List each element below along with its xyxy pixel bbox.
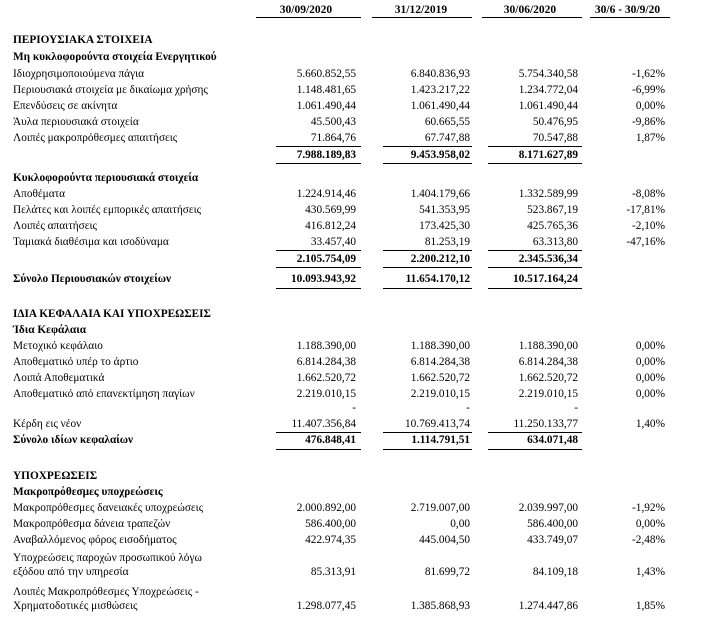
cell-30-06-2020: 50.476,95 bbox=[532, 116, 578, 128]
subtotal-30-06-2020: 2.345.536,34 bbox=[518, 253, 578, 265]
subsection-title-current-assets: Κυκλοφορούντα περιουσιακά στοιχεία bbox=[13, 172, 199, 184]
subtotal-underline bbox=[383, 163, 472, 164]
subtotal-underline bbox=[488, 267, 582, 268]
subtotal-line bbox=[276, 432, 361, 433]
cell-30-06-2020: 1.234.772,04 bbox=[518, 84, 578, 96]
subtotal-line bbox=[488, 250, 582, 251]
column-header-30-06-2020: 30/06/2020 bbox=[503, 4, 557, 16]
cell-30-09-2020: 71.864,76 bbox=[310, 132, 356, 144]
cell-change: 0,00% bbox=[635, 372, 665, 384]
row-label: Υποχρεώσεις παροχών προσωπικού λόγω bbox=[13, 552, 202, 564]
cell-31-12-2019: 2.719.007,00 bbox=[410, 502, 470, 514]
total-underline bbox=[276, 288, 361, 289]
cell-30-09-2020: 422.974,35 bbox=[305, 534, 356, 546]
row-label: Ταμιακά διαθέσιμα και ισοδύναμα bbox=[13, 236, 169, 248]
total-underline bbox=[383, 288, 472, 289]
subtotal-30-06-2020: 8.171.627,89 bbox=[518, 149, 578, 161]
cell-30-06-2020: 586.400,00 bbox=[527, 518, 578, 530]
cell-change: 1,40% bbox=[635, 418, 665, 430]
row-label: Λοιπές μακροπρόθεσμες απαιτήσεις bbox=[13, 132, 178, 144]
cell-30-06-2020: 2.219.010,15 bbox=[518, 388, 578, 400]
subtotal-underline bbox=[383, 267, 472, 268]
subtotal-underline bbox=[488, 163, 582, 164]
cell-change: 1,43% bbox=[635, 566, 665, 578]
header-underline bbox=[482, 17, 582, 18]
cell-31-12-2019: 1.188.390,00 bbox=[410, 340, 470, 352]
cell-change: 1,85% bbox=[635, 600, 665, 612]
row-label-line2: εξόδου από την υπηρεσία bbox=[13, 566, 129, 578]
cell-30-06-2020: 84.109,18 bbox=[532, 566, 578, 578]
subtotal-line bbox=[383, 250, 472, 251]
cell-31-12-2019: 6.814.284,38 bbox=[410, 356, 470, 368]
cell-30-06-2020: 63.313,80 bbox=[532, 236, 578, 248]
cell-change: -1,92% bbox=[632, 502, 665, 514]
total-assets-label: Σύνολο Περιουσιακών στοιχείων bbox=[13, 273, 172, 285]
total-underline bbox=[383, 449, 472, 450]
cell-change: -1,62% bbox=[632, 68, 665, 80]
total-underline bbox=[488, 288, 582, 289]
cell-change: -8,08% bbox=[632, 188, 665, 200]
cell-31-12-2019: 445.004,50 bbox=[419, 534, 470, 546]
cell-30-06-2020: 523.867,19 bbox=[527, 204, 578, 216]
cell-change: -47,16% bbox=[626, 236, 665, 248]
subtotal-31-12-2019: 2.200.212,10 bbox=[410, 253, 470, 265]
subsection-title-longterm-liabilities: Μακροπρόθεσμες υποχρεώσεις bbox=[13, 486, 163, 498]
section-title-equity-liabilities: ΙΔΙΑ ΚΕΦΑΛΑΙΑ ΚΑΙ ΥΠΟΧΡΕΩΣΕΙΣ bbox=[13, 308, 211, 320]
total-30-06-2020: 10.517.164,24 bbox=[513, 273, 578, 285]
column-header-30-09-2020: 30/09/2020 bbox=[279, 4, 333, 16]
column-header-31-12-2019: 31/12/2019 bbox=[394, 4, 448, 16]
cell-30-06-2020: 5.754.340,58 bbox=[518, 68, 578, 80]
cell-31-12-2019: 81.253,19 bbox=[424, 236, 470, 248]
cell-change: 0,00% bbox=[635, 356, 665, 368]
cell-31-12-2019: 2.219.010,15 bbox=[410, 388, 470, 400]
cell-30-09-2020: 1.298.077,45 bbox=[296, 600, 356, 612]
row-label: Αποθεματικό υπέρ το άρτιο bbox=[13, 356, 139, 368]
dash-30-06-2020: - bbox=[574, 402, 578, 414]
cell-31-12-2019: 1.385.868,93 bbox=[410, 600, 470, 612]
total-30-09-2020: 10.093.943,92 bbox=[291, 273, 356, 285]
cell-change: 1,87% bbox=[635, 132, 665, 144]
cell-change: 0,00% bbox=[635, 518, 665, 530]
subsection-title-noncurrent-assets: Μη κυκλοφορούντα στοιχεία Ενεργητικού bbox=[13, 51, 217, 63]
cell-30-09-2020: 1.224.914,46 bbox=[296, 188, 356, 200]
cell-change: -17,81% bbox=[626, 204, 665, 216]
cell-30-09-2020: 5.660.852,55 bbox=[296, 68, 356, 80]
cell-31-12-2019: 1.662.520,72 bbox=[410, 372, 470, 384]
cell-30-06-2020: 2.039.997,00 bbox=[518, 502, 578, 514]
cell-30-06-2020: 6.814.284,38 bbox=[518, 356, 578, 368]
column-header-change: 30/6 - 30/9/20 bbox=[594, 4, 661, 16]
row-label: Λοιπές Μακροπρόθεσμες Υποχρεώσεις - bbox=[13, 586, 199, 598]
header-underline bbox=[372, 17, 472, 18]
cell-30-09-2020: 2.219.010,15 bbox=[296, 388, 356, 400]
total-underline bbox=[488, 449, 582, 450]
subtotal-underline bbox=[276, 163, 361, 164]
cell-30-06-2020: 1.662.520,72 bbox=[518, 372, 578, 384]
cell-30-09-2020: 430.569,99 bbox=[305, 204, 356, 216]
row-label: Επενδύσεις σε ακίνητα bbox=[13, 100, 118, 112]
cell-30-09-2020: 1.662.520,72 bbox=[296, 372, 356, 384]
cell-31-12-2019: 1.404.179,66 bbox=[410, 188, 470, 200]
cell-30-06-2020: 11.250.133,77 bbox=[513, 418, 578, 430]
row-label: Λοιπά Αποθεματικά bbox=[13, 372, 105, 384]
cell-30-06-2020: 425.765,36 bbox=[527, 220, 578, 232]
subtotal-line bbox=[276, 250, 361, 251]
subtotal-line bbox=[488, 146, 582, 147]
section-title-liabilities: ΥΠΟΧΡΕΩΣΕΙΣ bbox=[13, 470, 98, 482]
cell-31-12-2019: 1.061.490,44 bbox=[410, 100, 470, 112]
row-label: Μακροπρόθεσμες δανειακές υποχρεώσεις bbox=[13, 502, 204, 514]
row-label: Αποθεματικό από επανεκτίμηση παγίων bbox=[13, 388, 195, 400]
header-underline bbox=[590, 17, 670, 18]
cell-30-06-2020: 1.332.589,99 bbox=[518, 188, 578, 200]
row-label: Πελάτες και λοιπές εμπορικές απαιτήσεις bbox=[13, 204, 202, 216]
row-label-line2: Χρηματοδοτικές μισθώσεις bbox=[13, 600, 138, 612]
cell-31-12-2019: 67.747,88 bbox=[424, 132, 470, 144]
cell-change: -2,48% bbox=[632, 534, 665, 546]
cell-30-09-2020: 2.000.892,00 bbox=[296, 502, 356, 514]
cell-change: 0,00% bbox=[635, 100, 665, 112]
total-equity-label: Σύνολο ιδίων κεφαλαίων bbox=[13, 434, 134, 446]
cell-30-09-2020: 45.500,43 bbox=[310, 116, 356, 128]
subtotal-30-09-2020: 2.105.754,09 bbox=[296, 253, 356, 265]
total-underline bbox=[276, 449, 361, 450]
subtotal-line bbox=[383, 146, 472, 147]
subtotal-line bbox=[488, 432, 582, 433]
dash-31-12-2019: - bbox=[466, 402, 470, 414]
cell-30-09-2020: 1.148.481,65 bbox=[296, 84, 356, 96]
cell-change: -2,10% bbox=[632, 220, 665, 232]
row-label: Άυλα περιουσιακά στοιχεία bbox=[13, 116, 139, 128]
cell-30-09-2020: 11.407.356,84 bbox=[291, 418, 356, 430]
cell-31-12-2019: 173.425,30 bbox=[419, 220, 470, 232]
total-31-12-2019: 1.114.791,51 bbox=[411, 434, 470, 446]
total-31-12-2019: 11.654.170,12 bbox=[405, 273, 470, 285]
cell-30-09-2020: 85.313,91 bbox=[310, 566, 356, 578]
subtotal-underline bbox=[276, 267, 361, 268]
dash-30-09-2020: - bbox=[352, 402, 356, 414]
total-30-06-2020: 634.071,48 bbox=[527, 434, 578, 446]
cell-change: -9,86% bbox=[632, 116, 665, 128]
cell-31-12-2019: 1.423.217,22 bbox=[410, 84, 470, 96]
cell-30-09-2020: 1.061.490,44 bbox=[296, 100, 356, 112]
section-title-assets: ΠΕΡΙΟΥΣΙΑΚΑ ΣΤΟΙΧΕΙΑ bbox=[13, 34, 153, 46]
total-30-09-2020: 476.848,41 bbox=[305, 434, 356, 446]
cell-30-06-2020: 1.188.390,00 bbox=[518, 340, 578, 352]
cell-30-09-2020: 586.400,00 bbox=[305, 518, 356, 530]
cell-change: 0,00% bbox=[635, 340, 665, 352]
cell-30-09-2020: 6.814.284,38 bbox=[296, 356, 356, 368]
subsection-title-equity: Ίδια Κεφάλαια bbox=[13, 324, 87, 336]
cell-30-06-2020: 1.274.447,86 bbox=[518, 600, 578, 612]
row-label: Ιδιοχρησιμοποιούμενα πάγια bbox=[13, 68, 145, 80]
row-label: Κέρδη εις νέον bbox=[13, 418, 82, 430]
row-label: Αναβαλλόμενος φόρος εισοδήματος bbox=[13, 534, 177, 546]
header-underline bbox=[256, 17, 361, 18]
cell-change: 0,00% bbox=[635, 388, 665, 400]
cell-31-12-2019: 81.699,72 bbox=[424, 566, 470, 578]
subtotal-31-12-2019: 9.453.958,02 bbox=[410, 149, 470, 161]
cell-31-12-2019: 541.353,95 bbox=[419, 204, 470, 216]
row-label: Μετοχικό κεφάλαιο bbox=[13, 340, 103, 352]
cell-30-06-2020: 1.061.490,44 bbox=[518, 100, 578, 112]
cell-31-12-2019: 60.665,55 bbox=[424, 116, 470, 128]
cell-30-09-2020: 416.812,24 bbox=[305, 220, 356, 232]
cell-30-09-2020: 1.188.390,00 bbox=[296, 340, 356, 352]
row-label: Αποθέματα bbox=[13, 188, 66, 200]
row-label: Λοιπές απαιτήσεις bbox=[13, 220, 97, 232]
row-label: Μακροπρόθεσμα δάνεια τραπεζών bbox=[13, 518, 171, 530]
row-label: Περιουσιακά στοιχεία με δικαίωμα χρήσης bbox=[13, 84, 208, 96]
cell-30-06-2020: 433.749,07 bbox=[527, 534, 578, 546]
cell-31-12-2019: 10.769.413,74 bbox=[405, 418, 470, 430]
cell-30-09-2020: 33.457,40 bbox=[310, 236, 356, 248]
cell-31-12-2019: 0,00 bbox=[450, 518, 470, 530]
subtotal-30-09-2020: 7.988.189,83 bbox=[296, 149, 356, 161]
cell-30-06-2020: 70.547,88 bbox=[532, 132, 578, 144]
cell-31-12-2019: 6.840.836,93 bbox=[410, 68, 470, 80]
cell-change: -6,99% bbox=[632, 84, 665, 96]
subtotal-line bbox=[383, 432, 472, 433]
subtotal-line bbox=[276, 146, 361, 147]
